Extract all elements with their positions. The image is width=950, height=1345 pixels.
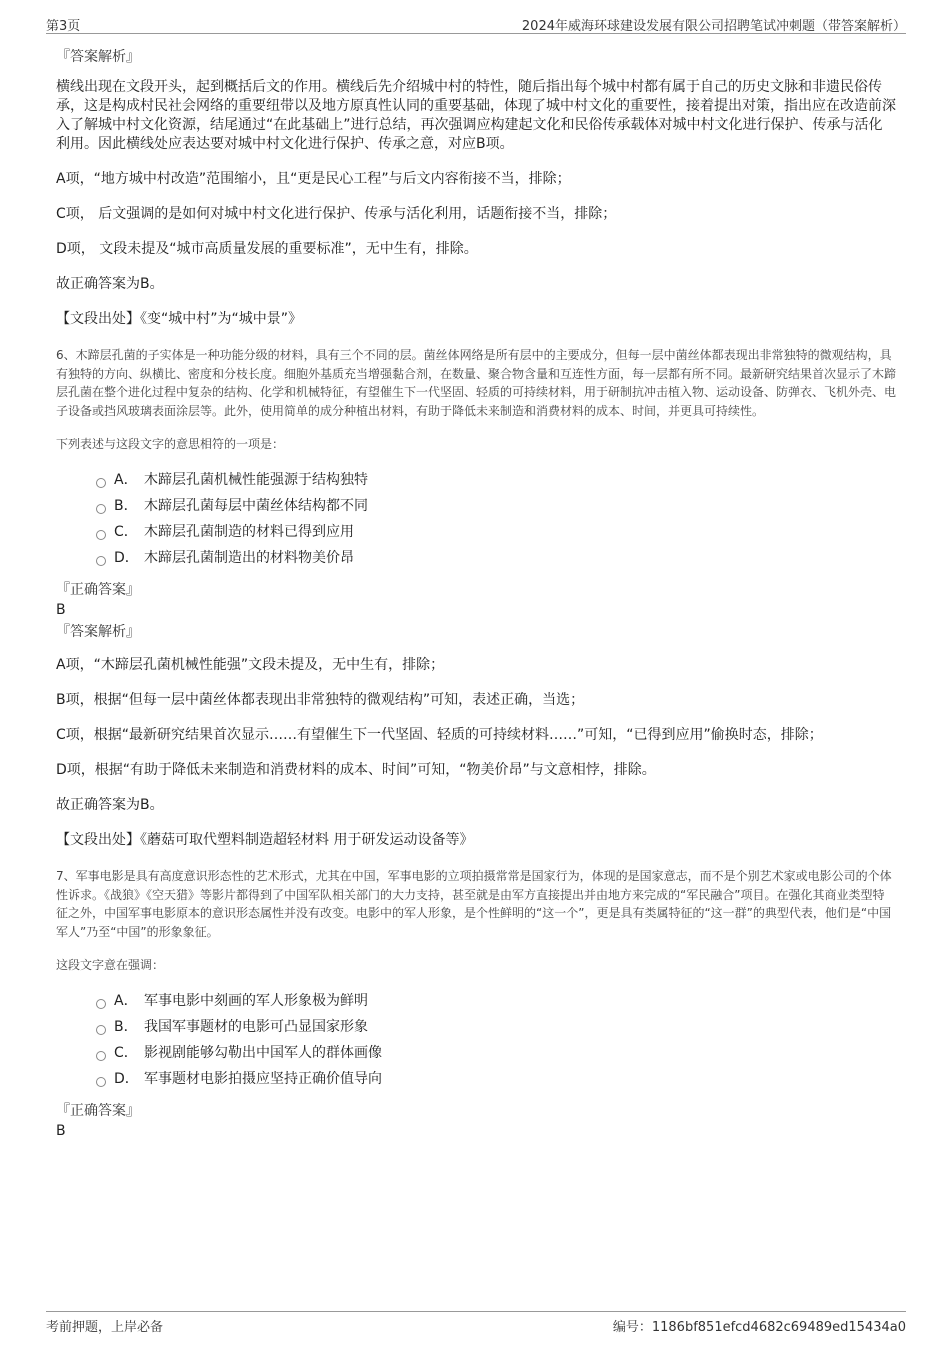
- analysis-label: 『答案解析』: [56, 49, 140, 65]
- answer-label: 『正确答案』: [56, 582, 140, 598]
- answer-label: 『正确答案』: [56, 1103, 140, 1119]
- radio-icon[interactable]: [96, 504, 106, 514]
- answer-value: B: [56, 1123, 66, 1139]
- option-a[interactable]: A． 军事电影中刻画的军人形象极为鲜明: [96, 988, 896, 1014]
- question-7-prompt: 这段文字意在强调：: [56, 958, 165, 972]
- analysis-label: 『答案解析』: [56, 624, 140, 640]
- analysis-conclusion: 故正确答案为B。: [56, 797, 164, 813]
- radio-icon[interactable]: [96, 1025, 106, 1035]
- footer-slogan: 考前押题，上岸必备: [46, 1320, 164, 1335]
- radio-icon[interactable]: [96, 478, 106, 488]
- analysis-option-a: A项，“木蹄层孔菌机械性能强”文段未提及，无中生有，排除；: [56, 657, 445, 673]
- analysis-option-d: D项， 文段未提及“城市高质量发展的重要标准”，无中生有，排除。: [56, 241, 478, 257]
- answer-value: B: [56, 602, 66, 618]
- option-d[interactable]: D． 木蹄层孔菌制造出的材料物美价昂: [96, 545, 896, 571]
- option-c[interactable]: C． 影视剧能够勾勒出中国军人的群体画像: [96, 1040, 896, 1066]
- option-d[interactable]: D． 军事题材电影拍摄应坚持正确价值导向: [96, 1066, 896, 1092]
- analysis-option-c: C项，根据“最新研究结果首次显示……有望催生下一代坚固、轻质的可持续材料……”可知，“已得到应用”偷换时态，排除；: [56, 727, 823, 743]
- document-id: 编号：1186bf851efcd4682c69489ed15434a0: [612, 1320, 906, 1335]
- analysis-option-c: C项， 后文强调的是如何对城中村文化进行保护、传承与活化利用，话题衔接不当，排除；: [56, 206, 617, 222]
- passage-source: 【文段出处】《蘑菇可取代塑料制造超轻材料 用于研发运动设备等》: [56, 832, 474, 848]
- page-number: 第3页: [46, 19, 81, 34]
- radio-icon[interactable]: [96, 1077, 106, 1087]
- question-7-options: [96, 988, 896, 1092]
- analysis-option-d: D项，根据“有助于降低未来制造和消费材料的成本、时间”可知，“物美价昂”与文意相悖，排除。: [56, 762, 656, 778]
- question-6-options: [96, 467, 896, 571]
- analysis-option-b: B项，根据“但每一层中菌丝体都表现出非常独特的微观结构”可知，表述正确，当选；: [56, 692, 585, 708]
- radio-icon[interactable]: [96, 556, 106, 566]
- option-b[interactable]: B． 木蹄层孔菌每层中菌丝体结构都不同: [96, 493, 896, 519]
- question-6-text: 6、木蹄层孔菌的子实体是一种功能分级的材料，具有三个不同的层。菌丝体网络是所有层中的主要成分，但每一层中菌丝体都表现出非常独特的微观结构，具有独特的方向、纵横比、密度和分枝长度。细胞外基质充当增强黏合剂，在数量、聚合物含量和互连性方面，每一层都有所不同。最新研究结果首次显示了木蹄层孔菌在整个进化过程中复杂的结构、化学和机械特征，有望催生下一代坚固、轻质的可持续材料，用于研制抗冲击植入物、运动设备、防弹衣、飞机外壳、电子设备或挡风玻璃表面涂层等。此外，使用简单的成分种植出材料，有助于降低未来制造和消费材料的成本、时间，并更具可持续性。: [56, 348, 897, 418]
- document-title: 2024年威海环球建设发展有限公司招聘笔试冲刺题（带答案解析）: [521, 19, 906, 34]
- analysis-option-a: A项，“地方城中村改造”范围缩小，且“更是民心工程”与后文内容衔接不当，排除；: [56, 171, 571, 187]
- option-b[interactable]: B． 我国军事题材的电影可凸显国家形象: [96, 1014, 896, 1040]
- radio-icon[interactable]: [96, 530, 106, 540]
- analysis-conclusion: 故正确答案为B。: [56, 276, 164, 292]
- document-body: [56, 46, 896, 1140]
- question-7-text: 7、军事电影是具有高度意识形态性的艺术形式，尤其在中国，军事电影的立项拍摄常常是国家行为，体现的是国家意志，而不是个别艺术家或电影公司的个体性诉求。《战狼》《空天猎》等影片都得到了中国军队相关部门的大力支持，甚至就是由军方直接提出并由地方来完成的“军民融合”项目。在强化其商业类型特征之外，中国军事电影原本的意识形态属性并没有改变。电影中的军人形象，是个性鲜明的“这一个”，更是具有类属特征的“这一群”的典型代表，他们是“中国军人”乃至“中国”的形象象征。: [56, 869, 892, 939]
- radio-icon[interactable]: [96, 999, 106, 1009]
- page-header: [46, 13, 906, 34]
- question-6-prompt: 下列表述与这段文字的意思相符的一项是：: [56, 437, 285, 451]
- analysis-paragraph: 横线出现在文段开头，起到概括后文的作用。横线后先介绍城中村的特性，随后指出每个城中村都有属于自己的历史文脉和非遗民俗传承，这是构成村民社会网络的重要纽带以及地方原真性认同的重要基础，体现了城中村文化的重要性，接着提出对策，指出应在改造前深入了解城中村文化资源，结尾通过“在此基础上”进行总结，再次强调应构建起文化和民俗传承载体对城中村文化进行保护、传承与活化利用。因此横线处应表达要对城中村文化进行保护、传承之意，对应B项。: [56, 79, 896, 152]
- passage-source: 【文段出处】《变“城中村”为“城中景”》: [56, 311, 303, 327]
- option-c[interactable]: C． 木蹄层孔菌制造的材料已得到应用: [96, 519, 896, 545]
- option-a[interactable]: A． 木蹄层孔菌机械性能强源于结构独特: [96, 467, 896, 493]
- radio-icon[interactable]: [96, 1051, 106, 1061]
- page-footer: [46, 1311, 906, 1338]
